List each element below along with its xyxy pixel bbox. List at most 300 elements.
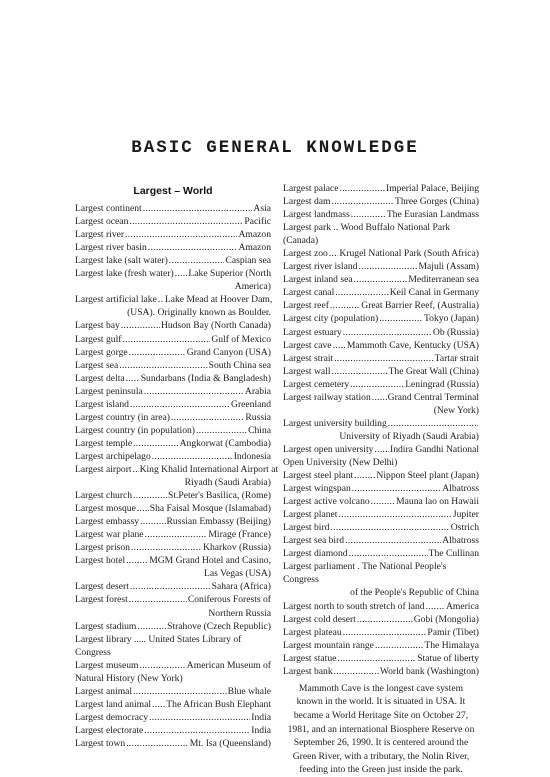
list-item: [75, 202, 271, 215]
leader-dots: [175, 267, 188, 280]
entry-label: Largest zoo: [283, 248, 328, 260]
entry-label: Largest archipelago: [75, 450, 151, 462]
list-item: [283, 391, 479, 417]
leader-dots: [332, 195, 394, 208]
entry-label: Largest wingspan: [283, 483, 351, 495]
page-title: BASIC GENERAL KNOWLEDGE: [131, 138, 419, 158]
leader-dots: [343, 326, 432, 339]
entry-line: [75, 580, 271, 593]
leader-dots: [137, 620, 166, 633]
entry-label: Largest wall: [283, 365, 331, 377]
entry-line: [283, 339, 479, 352]
entry-line: [283, 534, 479, 547]
leader-dots: [129, 593, 187, 606]
leader-dots: [158, 293, 164, 306]
list-item: [283, 247, 479, 260]
list-item: [75, 241, 271, 254]
entry-value: Keil Canal in Germany: [389, 287, 479, 299]
right-column: [283, 182, 479, 777]
entry-value: Amazon: [238, 229, 271, 241]
entry-value: Imperial Palace, Beijing: [386, 183, 479, 194]
entry-line: [75, 333, 271, 346]
entry-line: [283, 273, 479, 286]
entry-label: Largest railway station: [283, 391, 371, 403]
entry-label: Largest strait: [283, 352, 334, 364]
leader-dots: [171, 411, 244, 424]
note-line: September 26, 1990. It is centered around the: [293, 737, 469, 749]
list-item: [283, 221, 479, 247]
entry-line: [75, 502, 271, 515]
list-item: [283, 482, 479, 495]
leader-dots: [126, 554, 148, 567]
entry-value: Angkorwat (Cambodia): [179, 437, 271, 449]
entry-label: Largest university building: [283, 417, 387, 429]
leader-dots: [345, 534, 441, 547]
entry-label: Largest ocean: [75, 216, 129, 228]
entry-label: Largest bank: [283, 665, 333, 677]
list-item: [283, 495, 479, 508]
list-item: [75, 672, 271, 685]
entry-label: Largest river: [75, 229, 125, 241]
entry-continuation: (New York): [433, 404, 479, 416]
leader-dots: [334, 352, 433, 365]
entry-label: Largest open university: [283, 443, 374, 455]
entry-value: The African Bush Elephant: [166, 698, 271, 710]
entry-label: Largest mountain range: [283, 639, 374, 651]
leader-dots: [338, 508, 451, 521]
list-item: [283, 195, 479, 208]
entry-label: Largest lake (fresh water): [75, 268, 174, 280]
list-item: [283, 600, 479, 613]
entry-value: Mt. Isa (Queensland): [189, 737, 271, 749]
entry-line: [283, 443, 479, 456]
entry-value: Nippon Steel plant (Japan): [376, 470, 479, 482]
entry-line: [75, 528, 271, 541]
list-item: [75, 698, 271, 711]
entry-line: [283, 378, 479, 391]
entry-label: Largest embassy: [75, 516, 140, 528]
entry-line: [75, 385, 271, 398]
entry-line: [283, 495, 479, 508]
entry-value: Gulf of Mexico: [211, 333, 271, 345]
list-item: [283, 639, 479, 652]
list-item: [75, 502, 271, 515]
entry-label: Largest sea: [75, 359, 119, 371]
entry-value: The Eurasian Landmass: [386, 209, 479, 221]
leader-dots: [354, 273, 408, 286]
leader-dots: [379, 312, 423, 325]
entry-value: Lake Superior (North: [188, 268, 271, 280]
leader-dots: [122, 333, 210, 346]
entry-value: Lake Mead at Hoover Dam,: [164, 294, 273, 306]
entry-value: Statue of liberty: [417, 652, 479, 664]
entry-continuation: Northern Russia: [208, 607, 271, 619]
note-line: Mammoth Cave is the longest cave system: [298, 682, 464, 694]
leader-dots: [130, 398, 230, 411]
entry-value: The Cullinan: [428, 548, 479, 560]
entry-value: The Great Wall (China): [388, 365, 479, 377]
entry-value: Ob (Russia): [432, 326, 479, 338]
entry-label: Largest north to south stretch of land: [283, 600, 425, 612]
entry-line: [283, 299, 479, 312]
entry-value: Strahove (Czech Republic): [167, 620, 271, 632]
list-item: [75, 372, 271, 385]
leader-dots: [372, 391, 387, 404]
list-item: [283, 508, 479, 521]
left-column: [75, 185, 279, 750]
entry-line: [75, 554, 271, 567]
leader-dots: [149, 711, 250, 724]
entry-label: Largest lake (salt water): [75, 255, 168, 267]
entry-label: Largest democracy: [75, 711, 149, 723]
entry-line: [283, 208, 479, 221]
entry-line: [283, 652, 479, 665]
entry-value: Tokyo (Japan): [423, 313, 479, 325]
entry-line: [283, 482, 479, 495]
entry-label: Largest cave: [283, 339, 332, 351]
entry-value: Sundarbans (India & Bangladesh): [140, 372, 271, 384]
entry-line: [283, 352, 479, 365]
list-item: [283, 286, 479, 299]
entry-text: Largest library ..... United States Library of Congress: [75, 633, 242, 658]
entry-line: [75, 620, 271, 633]
list-item: [75, 659, 271, 672]
list-item: [75, 541, 271, 554]
leader-dots: [152, 450, 233, 463]
leader-dots: [119, 359, 207, 372]
list-item: [75, 554, 271, 580]
note-line: became a World Heritage Site on October 27,: [293, 709, 469, 721]
entry-label: Largest bay: [75, 320, 120, 332]
leader-dots: [375, 639, 423, 652]
leader-dots: [133, 463, 139, 476]
leader-dots: [129, 215, 243, 228]
entry-label: Largest statue: [283, 652, 337, 664]
entry-line: [283, 626, 479, 639]
entry-value: Tartar strait: [434, 352, 479, 364]
entry-value: Sahara (Africa): [211, 581, 271, 593]
list-item: [75, 254, 271, 267]
entry-line: [283, 182, 479, 195]
list-item: [75, 359, 271, 372]
entry-value: St.Peter's Basilica, (Rome): [168, 490, 271, 502]
list-item: [75, 620, 271, 633]
entry-label: Largest steel plant: [283, 470, 354, 482]
list-item: [283, 417, 479, 443]
leader-dots: [137, 502, 149, 515]
leader-dots: [330, 521, 449, 534]
entry-value: Albatross: [442, 535, 479, 547]
leader-dots: [131, 541, 202, 554]
entry-value: World bank (Washington): [379, 665, 479, 677]
list-item: [283, 534, 479, 547]
entry-line: [283, 286, 479, 299]
list-item: [283, 260, 479, 273]
entry-continuation: Las Vegas (USA): [204, 568, 271, 580]
entry-line: [283, 417, 479, 430]
entry-value: Amazon: [238, 242, 271, 254]
entry-value: American Museum of: [186, 659, 271, 671]
leader-dots: [121, 319, 160, 332]
entry-text: Largest park .. Wood Buffalo National Park (Canada): [283, 222, 451, 247]
leader-dots: [144, 385, 244, 398]
entry-value: Russia: [245, 411, 271, 423]
entry-value: Mauna lao on Hawaii: [396, 496, 479, 508]
entry-value: Albatross: [442, 483, 479, 495]
entry-continuation: University of Riyadh (Saudi Arabia): [339, 430, 479, 442]
leader-dots: [329, 247, 339, 260]
entry-continuation: Riyadh (Saudi Arabia): [184, 477, 271, 489]
list-item: [75, 463, 279, 489]
entry-line: [283, 469, 479, 482]
entry-value: Russian Embassy (Beijing): [166, 516, 271, 528]
entry-line: [283, 508, 479, 521]
section-heading: Largest – World: [133, 185, 213, 197]
entry-label: Largest stadium: [75, 620, 137, 632]
list-item: [283, 560, 479, 586]
list-item: [75, 398, 271, 411]
entry-label: Largest peninsula: [75, 385, 143, 397]
entry-line: [75, 346, 271, 359]
list-item: [75, 737, 271, 750]
entry-value: Coniferous Forests of: [187, 594, 271, 606]
entry-line: [283, 391, 479, 404]
entry-value: South China sea: [208, 359, 271, 371]
entry-line: [75, 319, 271, 332]
list-item: [283, 208, 479, 221]
leader-dots: [340, 182, 386, 195]
entry-value: Leningrad (Russia): [405, 378, 479, 390]
entry-value: Mediterranean sea: [408, 274, 479, 286]
entry-line: [283, 521, 479, 534]
entry-value: Indira Gandhi National: [390, 443, 479, 455]
leader-dots: [335, 286, 389, 299]
entry-value: Caspian sea: [225, 255, 271, 267]
entry-value: India: [251, 724, 271, 736]
entry-label: Largest prison: [75, 542, 130, 554]
entry-line: [75, 437, 271, 450]
entry-label: Largest active volcano: [283, 496, 370, 508]
leader-dots: [426, 600, 445, 613]
entry-label: Largest city (population): [283, 313, 379, 325]
entry-line: [283, 365, 479, 378]
entry-label: Largest desert: [75, 581, 129, 593]
leader-dots: [133, 437, 179, 450]
list-item: [283, 652, 479, 665]
leader-dots: [371, 495, 395, 508]
note-line: known in the world. It is situated in USA. It: [296, 696, 466, 708]
list-item: [75, 580, 271, 593]
leader-dots: [143, 202, 253, 215]
list-item: [283, 547, 479, 560]
entry-line: [75, 254, 271, 267]
entry-line: [75, 724, 271, 737]
list-item: [75, 319, 271, 332]
list-item: [283, 299, 479, 312]
list-item: [283, 339, 479, 352]
entry-line: [283, 195, 479, 208]
entry-value: Pacific: [244, 216, 271, 228]
list-item: [75, 593, 271, 619]
leader-dots: [351, 208, 386, 221]
entry-line: [283, 639, 479, 652]
list-item: [75, 346, 271, 359]
list-item: [75, 411, 271, 424]
list-item: [75, 228, 271, 241]
leader-dots: [332, 365, 388, 378]
list-item: [75, 633, 271, 659]
entry-label: Largest airport: [75, 463, 132, 475]
entry-value: Sha Faisal Mosque (Islamabad): [149, 503, 271, 515]
list-item: [75, 267, 271, 293]
entry-value: Jupiter: [452, 509, 479, 521]
entry-value: Greenland: [231, 398, 271, 410]
leader-dots: [169, 254, 225, 267]
list-item: [75, 450, 271, 463]
entry-label: Largest diamond: [283, 548, 348, 560]
entry-value: Majuli (Assam): [418, 261, 479, 273]
list-item: [283, 613, 479, 626]
entry-value: Gobi (Mongolia): [413, 613, 479, 625]
entry-value: America: [445, 600, 479, 612]
leader-dots: [350, 378, 404, 391]
list-item: [283, 365, 479, 378]
entry-line: [283, 613, 479, 626]
list-item: [75, 437, 271, 450]
entry-value: MGM Grand Hotel and Casino,: [149, 555, 271, 567]
entry-continuation: America): [234, 281, 271, 293]
entry-label: Largest river basin: [75, 242, 147, 254]
left-entry-list: [75, 202, 279, 750]
list-item: [75, 424, 271, 437]
entry-label: Largest cold desert: [283, 613, 356, 625]
entry-line: [75, 659, 271, 672]
entry-line: [75, 359, 271, 372]
entry-line: [75, 215, 271, 228]
list-item: [75, 385, 271, 398]
list-item: [75, 685, 271, 698]
entry-value: Mammoth Cave, Kentucky (USA): [346, 339, 479, 351]
entry-value: Grand Central Terminal: [387, 391, 479, 403]
leader-dots: [126, 372, 140, 385]
leader-dots: [125, 228, 237, 241]
entry-line: [75, 202, 271, 215]
entry-value: Krugel National Park (South Africa): [339, 248, 479, 260]
leader-dots: [140, 659, 186, 672]
entry-label: Largest gorge: [75, 346, 128, 358]
entry-label: Largest forest: [75, 594, 128, 606]
entry-value: Kharkov (Russia): [203, 542, 271, 554]
entry-label: Largest cemetery: [283, 378, 350, 390]
entry-label: Largest museum: [75, 659, 139, 671]
list-item: [75, 215, 271, 228]
entry-value: Hudson Bay (North Canada): [160, 320, 271, 332]
list-item: [283, 378, 479, 391]
entry-value: Blue whale: [227, 685, 271, 697]
leader-dots: [130, 580, 211, 593]
leader-dots: [354, 469, 375, 482]
list-item: [283, 326, 479, 339]
leader-dots: [129, 346, 186, 359]
entry-continuation: of the People's Republic of China: [350, 587, 479, 599]
list-item: [75, 528, 271, 541]
leader-dots: [145, 528, 208, 541]
leader-dots: [358, 260, 417, 273]
entry-label: Largest hotel: [75, 555, 126, 567]
entry-line: [75, 489, 271, 502]
leader-dots: [352, 482, 441, 495]
entry-continuation: (USA). Originally known as Boulder.: [127, 307, 271, 319]
list-item: [75, 333, 271, 346]
entry-label: Largest country (in area): [75, 411, 170, 423]
info-note: [283, 682, 479, 777]
list-item: [283, 273, 479, 286]
entry-line: [75, 515, 271, 528]
leader-dots: [126, 737, 189, 750]
entry-label: Largest estuary: [283, 326, 342, 338]
entry-line: [75, 711, 271, 724]
entry-value: Arabia: [244, 385, 271, 397]
leader-dots: [357, 613, 413, 626]
entry-line: [75, 698, 271, 711]
entry-text: Largest parliament . The National People's Congress: [283, 561, 447, 586]
entry-label: Largest war plane: [75, 529, 144, 541]
entry-text: Open University (New Delhi): [283, 456, 398, 468]
entry-value: Grand Canyon (USA): [186, 346, 271, 358]
entry-value: India: [251, 711, 271, 723]
entry-line: [75, 241, 271, 254]
entry-label: Largest land animal: [75, 698, 152, 710]
entry-line: [75, 411, 271, 424]
entry-label: Largest animal: [75, 685, 133, 697]
entry-text: Natural History (New York): [75, 672, 183, 684]
list-item: [75, 711, 271, 724]
entry-line: [75, 463, 279, 476]
entry-value: Three Gorges (China): [394, 196, 479, 208]
entry-label: Largest electorate: [75, 724, 144, 736]
leader-dots: [133, 489, 167, 502]
note-line: Green River, with a tributary, the Nolin River,: [292, 750, 470, 762]
entry-value: Ostrich: [450, 522, 479, 534]
leader-dots: [343, 626, 427, 639]
entry-line: [75, 398, 271, 411]
entry-label: Largest inland sea: [283, 274, 353, 286]
entry-label: Largest church: [75, 490, 133, 502]
leader-dots: [349, 547, 428, 560]
entry-label: Largest river island: [283, 261, 358, 273]
entry-label: Largest plateau: [283, 626, 342, 638]
entry-line: [283, 665, 479, 678]
entry-label: Largest canal: [283, 287, 335, 299]
list-item: [75, 515, 271, 528]
list-item: [283, 456, 479, 469]
entry-label: Largest artificial lake: [75, 294, 157, 306]
leader-dots: [144, 724, 250, 737]
entry-line: [75, 737, 271, 750]
entry-value: Mirage (France): [208, 529, 271, 541]
entry-value: Asia: [253, 203, 271, 215]
leader-dots: [388, 417, 478, 430]
entry-value: The Himalaya: [424, 639, 479, 651]
entry-line: [75, 293, 271, 306]
entry-line: [75, 267, 271, 280]
leader-dots: [337, 652, 416, 665]
entry-label: Largest temple: [75, 437, 133, 449]
entry-label: Largest bird: [283, 522, 330, 534]
list-item: [283, 626, 479, 639]
entry-value: Pamir (Tibet): [427, 626, 479, 638]
entry-line: [75, 228, 271, 241]
